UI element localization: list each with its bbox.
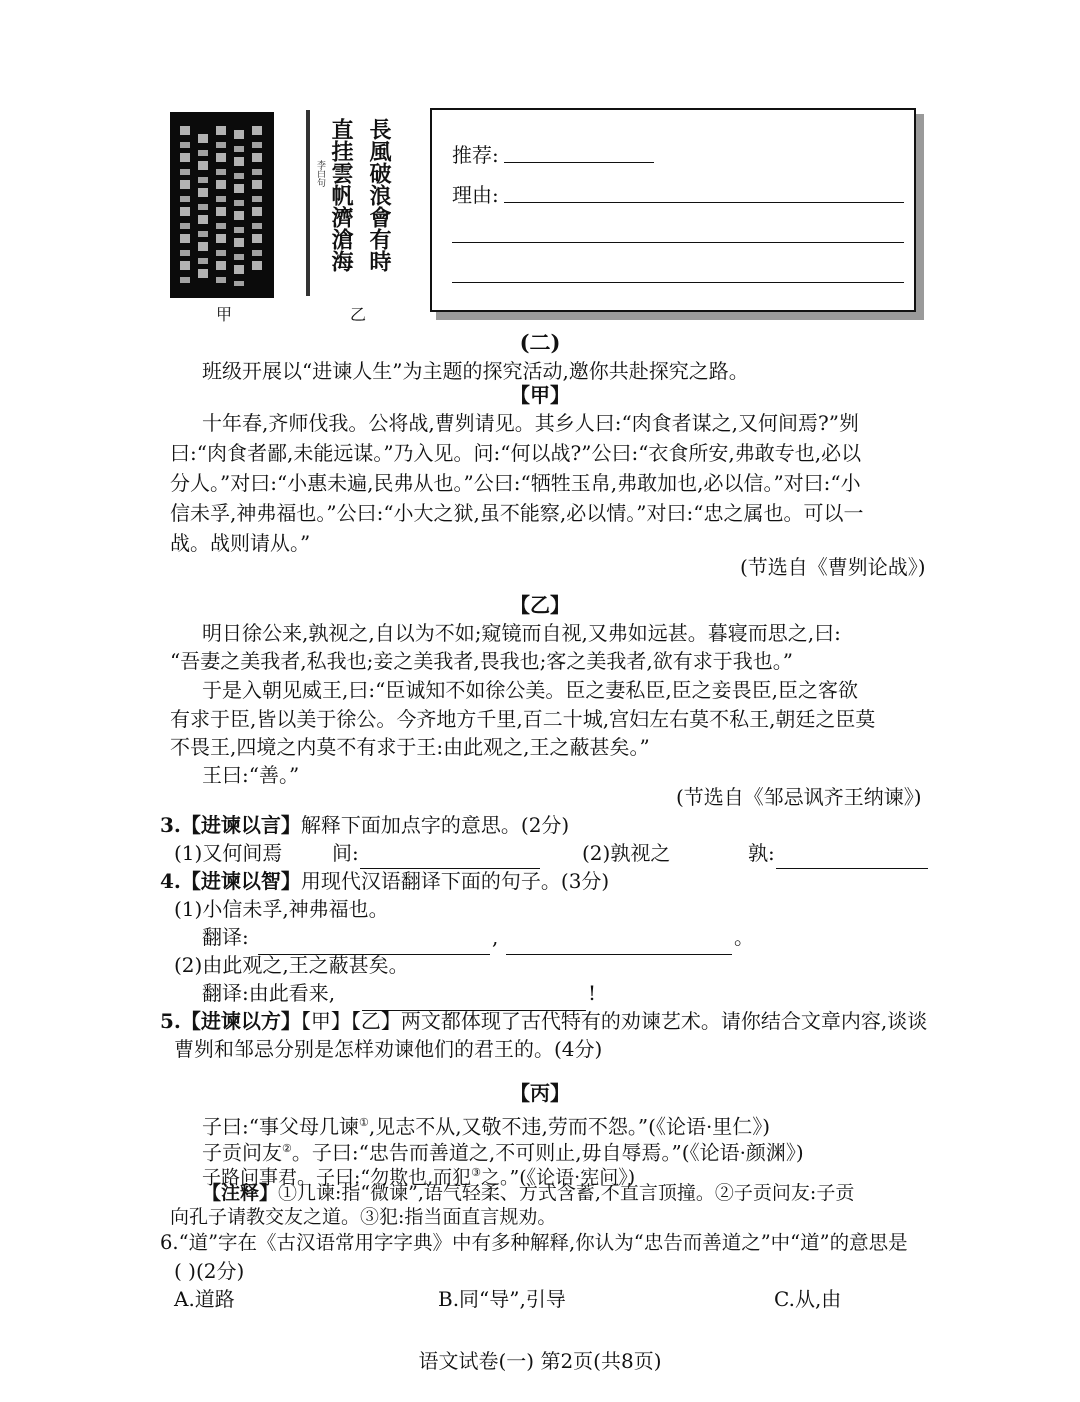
reason-answer-line-1[interactable] bbox=[504, 202, 904, 203]
page-footer: 语文试卷(一) 第2页(共8页) bbox=[418, 1349, 662, 1373]
annotation-line-2: 向孔子请教交友之道。③犯:指当面直言规劝。 bbox=[170, 1206, 557, 1228]
question-6-option-a[interactable]: A.道路 bbox=[174, 1287, 235, 1311]
question-3-text: 解释下面加点字的意思。(2分) bbox=[300, 813, 570, 837]
passage-bing-line-2-b: 。子曰:“忠告而善道之,不可则止,毋自辱焉。”(《论语·颜渊》) bbox=[291, 1140, 804, 1165]
figure-yi-label: 乙 bbox=[350, 305, 367, 324]
section-intro: 班级开展以“进谏人生”为主题的探究活动,邀你共赴探究之路。 bbox=[202, 359, 749, 383]
question-4-exclaim: ! bbox=[588, 981, 597, 1005]
calligraphy-yi-column-1: 長風破浪會有時 bbox=[366, 118, 392, 272]
question-4-translate-1-label: 翻译: bbox=[202, 925, 249, 949]
question-6-line-2: ( )(2分) bbox=[174, 1259, 245, 1283]
calligraphy-yi-column-2: 直挂雲帆濟滄海 bbox=[328, 118, 354, 272]
passage-jia-source: (节选自《曹刿论战》) bbox=[740, 555, 926, 579]
passage-yi-line: 于是入朝见威王,曰:“臣诚知不如徐公美。臣之妻私臣,臣之妾畏臣,臣之客欲 bbox=[202, 678, 859, 702]
passage-bing-line-1-a: 子曰:“事父母几谏 bbox=[202, 1114, 359, 1139]
question-3-item-1: (1)又何间焉 bbox=[174, 841, 283, 865]
question-3 bbox=[160, 810, 569, 840]
question-3-item-2: (2)孰视之 bbox=[582, 841, 671, 865]
question-4-item-2: (2)由此观之,王之蔽甚矣。 bbox=[174, 953, 409, 977]
question-3-answer-2[interactable] bbox=[776, 848, 928, 869]
passage-jia-heading: 【甲】 bbox=[510, 383, 570, 407]
question-4-text: 用现代汉语翻译下面的句子。(3分) bbox=[300, 869, 610, 893]
passage-yi-line: “吾妻之美我者,私我也;妾之美我者,畏我也;客之美我者,欲有求于我也。” bbox=[170, 649, 793, 673]
passage-yi-heading: 【乙】 bbox=[510, 593, 570, 617]
question-5-line-2: 曹刿和邹忌分别是怎样劝谏他们的君王的。(4分) bbox=[174, 1037, 603, 1061]
question-3-item-2-target: 孰: bbox=[748, 841, 775, 865]
passage-bing-line-2-a: 子贡问友 bbox=[202, 1140, 282, 1165]
question-4-item-1: (1)小信未孚,神弗福也。 bbox=[174, 897, 389, 921]
passage-yi-line: 明日徐公来,孰视之,自以为不如;窥镜而自视,又弗如远甚。暮寝而思之,曰: bbox=[202, 621, 841, 645]
annotation-tag: 【注释】 bbox=[202, 1182, 279, 1204]
annotation-text-1: ①几谏:指“微谏”,语气轻柔、方式含蓄,不直言顶撞。②子贡问友:子贡 bbox=[278, 1182, 855, 1204]
passage-bing-line-3-b: 之。”(《论语·宪问》) bbox=[481, 1166, 636, 1189]
reason-answer-line-3[interactable] bbox=[452, 282, 904, 283]
passage-jia-line: 分人。”对曰:“小惠未遍,民弗从也。”公曰:“牺牲玉帛,弗敢加也,必以信。”对曰:“小 bbox=[170, 471, 861, 495]
recommend-box bbox=[430, 108, 916, 312]
question-5-line-1: 【甲】【乙】两文都体现了古代特有的劝谏艺术。请你结合文章内容,谈谈 bbox=[300, 1009, 928, 1033]
passage-jia-line: 曰:“肉食者鄙,未能远谋。”乃入见。问:“何以战?”公曰:“衣食所安,弗敢专也,必以 bbox=[170, 441, 862, 465]
question-5 bbox=[160, 1006, 927, 1036]
section-heading: (二) bbox=[519, 330, 561, 355]
passage-bing-heading: 【丙】 bbox=[510, 1081, 570, 1105]
passage-yi-line: 有求于臣,皆以美于徐公。今齐地方千里,百二十城,宫妇左右莫不私王,朝廷之臣莫 bbox=[170, 707, 876, 731]
question-6-line-1: 6.“道”字在《古汉语常用字字典》中有多种解释,你认为“忠告而善道之”中“道”的意思是 bbox=[160, 1231, 908, 1254]
question-3-item-1-target: 间: bbox=[332, 841, 359, 865]
reason-answer-line-2[interactable] bbox=[452, 242, 904, 243]
question-5-tag: 5.【进谏以方】 bbox=[160, 1009, 301, 1033]
passage-yi-line: 不畏王,四境之内莫不有求于王:由此观之,王之蔽甚矣。” bbox=[170, 735, 650, 759]
passage-jia-line: 十年春,齐师伐我。公将战,曹刿请见。其乡人曰:“肉食者谋之,又何间焉?”刿 bbox=[202, 411, 859, 435]
calligraphy-jia-image bbox=[170, 112, 274, 298]
recommend-answer-line[interactable] bbox=[504, 162, 654, 163]
calligraphy-yi-seal: 李白句 bbox=[315, 160, 325, 187]
figure-jia-label: 甲 bbox=[216, 305, 233, 324]
passage-jia-line: 信未孚,神弗福也。”公曰:“小大之狱,虽不能察,必以情。”对曰:“忠之属也。可以一 bbox=[170, 501, 864, 525]
question-6-option-c[interactable]: C.从,由 bbox=[774, 1287, 842, 1311]
question-4-comma: , bbox=[492, 925, 499, 949]
reason-label: 理由: bbox=[452, 183, 499, 207]
question-4-tag: 4.【进谏以智】 bbox=[160, 869, 301, 893]
question-4-period: 。 bbox=[734, 925, 754, 949]
passage-yi-source: (节选自《邹忌讽齐王纳谏》) bbox=[676, 785, 922, 809]
calligraphy-yi-image bbox=[306, 110, 402, 296]
question-4-answer-1b[interactable] bbox=[506, 934, 732, 955]
passage-jia-line: 战。战则请从。” bbox=[170, 531, 311, 555]
recommend-label: 推荐: bbox=[452, 143, 499, 167]
footnote-marker-3: ③ bbox=[471, 1166, 482, 1179]
question-4-translate-2-label: 翻译:由此看来, bbox=[202, 981, 336, 1005]
question-6-option-b[interactable]: B.同“导”,引导 bbox=[438, 1287, 566, 1311]
passage-bing-line-3-a: 子路问事君。子曰:“勿欺也,而犯 bbox=[202, 1166, 472, 1189]
passage-yi-line: 王曰:“善。” bbox=[202, 763, 300, 787]
question-4 bbox=[160, 866, 609, 896]
footnote-marker-2: ② bbox=[282, 1142, 292, 1155]
question-3-tag: 3.【进谏以言】 bbox=[160, 813, 301, 837]
footnote-marker-1: ① bbox=[358, 1116, 369, 1129]
passage-bing-line-1-b: ,见志不从,又敬不违,劳而不怨。”(《论语·里仁》) bbox=[368, 1114, 771, 1139]
